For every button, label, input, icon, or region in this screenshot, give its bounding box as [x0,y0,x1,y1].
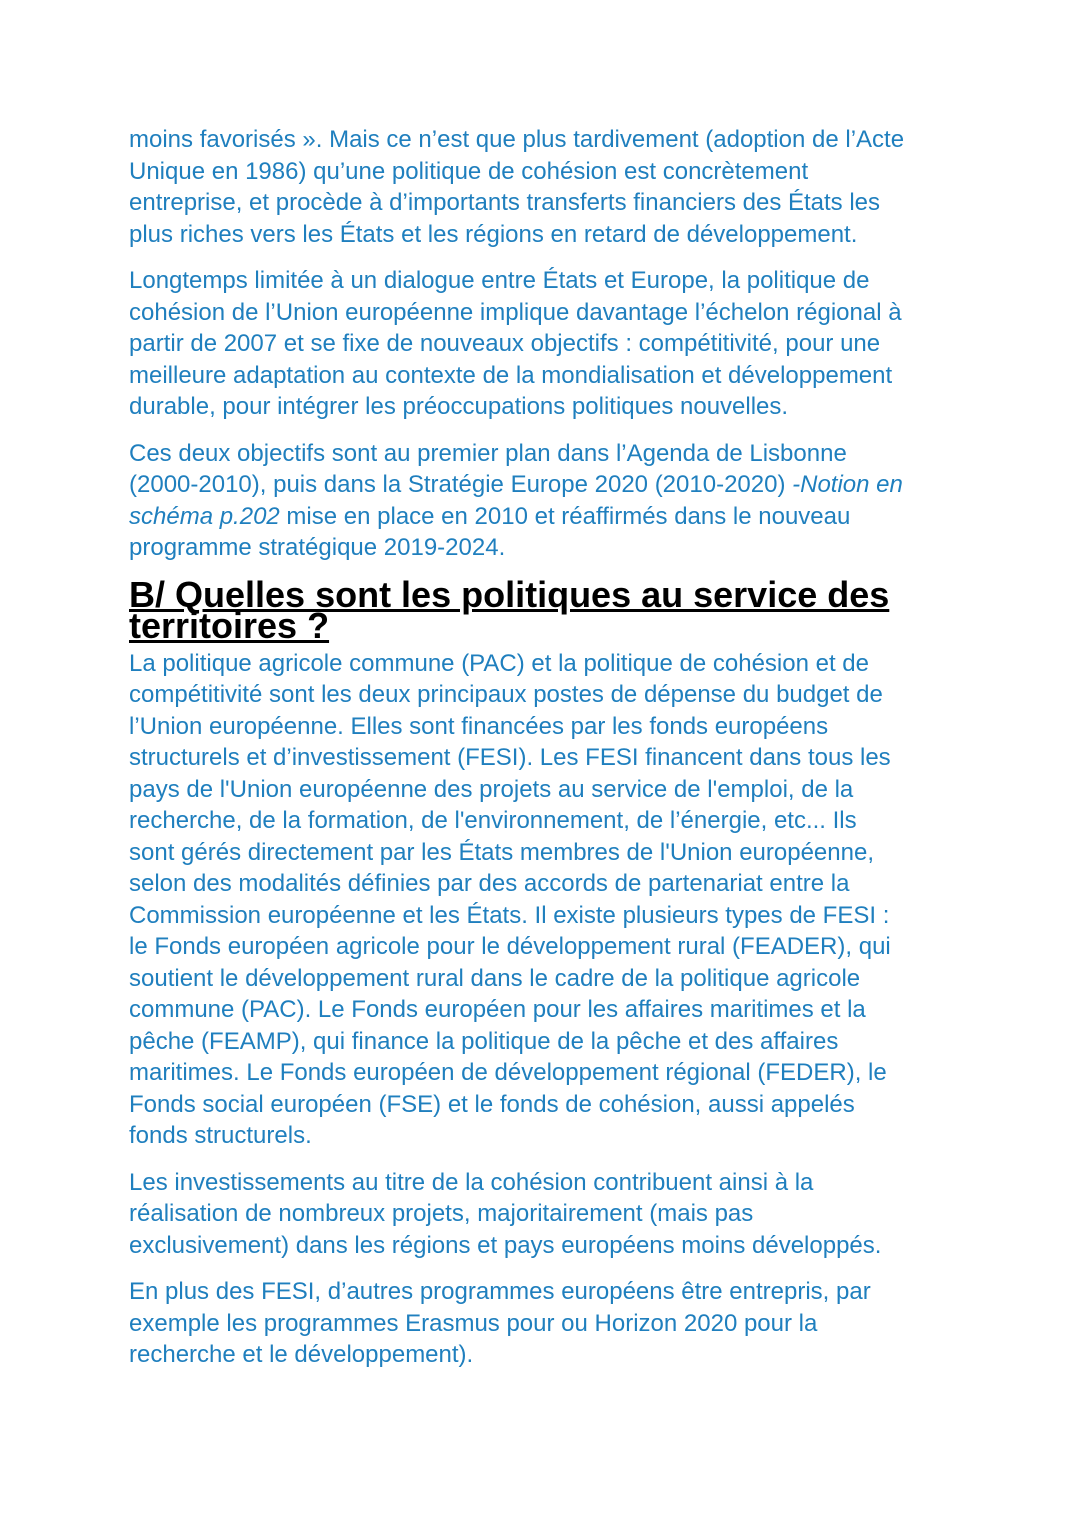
paragraph-cohesion-investments: Les investissements au titre de la cohésion contribuent ainsi à la réalisation de nombreux projets, majoritairement (mais pas exclusivement) dans les régions et pays européens moins développés. [129,1168,882,1259]
paragraph-other-programmes: En plus des FESI, d’autres programmes européens être entrepris, par exemple les programmes Erasmus pour ou Horizon 2020 pour la recherche et le développement). [129,1278,871,1368]
notion-reference: -Notion en schéma p.202 [129,471,903,530]
document-page [129,124,969,1386]
agenda-text-after: mise en place en 2010 et réaffirmés dans le nouveau programme stratégique 2019-2024. [129,502,851,561]
paragraph-agenda-lisbonne [129,438,969,564]
section-heading: B/ Quelles sont les politiques au service des territoires ? [129,573,890,646]
paragraph-regional-objectives: Longtemps limitée à un dialogue entre États et Europe, la politique de cohésion de l’Union européenne implique davantage l’échelon régional à partir de 2007 et se fixe de nouveaux objectifs : compétitivité, pour une meilleure adaptation au contexte de la mondialisation et développement durable, pour intégrer les préoccupations politiques nouvelles. [129,267,902,420]
paragraph-cohesion-history: moins favorisés ». Mais ce n’est que plus tardivement (adoption de l’Acte Unique en 1986) qu’une politique de cohésion est concrètement entreprise, et procède à d’importants transferts financiers des États les plus riches vers les États et les régions en retard de développement. [129,126,905,248]
paragraph-pac-fesi: La politique agricole commune (PAC) et la politique de cohésion et de compétitivité sont les deux principaux postes de dépense du budget de l’Union européenne. Elles sont financées par les fonds européens structurels et d’investissement (FESI). Les FESI financent dans tous les pays de l'Union européenne des projets au service de l'emploi, de la recherche, de la formation, de l'environnement, de l’énergie, etc... Ils sont gérés directement par les États membres de l'Union européenne, selon des modalités définies par des accords de partenariat entre la Commission européenne et les États. Il existe plusieurs types de FESI : le Fonds européen agricole pour le développement rural (FEADER), qui soutient le développement rural dans le cadre de la politique agricole commune (PAC). Le Fonds européen pour les affaires maritimes et la pêche (FEAMP), qui finance la politique de la pêche et des affaires maritimes. Le Fonds européen de développement régional (FEDER), le Fonds social européen (FSE) et le fonds de cohésion, aussi appelés fonds structurels. [129,649,891,1149]
agenda-text-before: Ces deux objectifs sont au premier plan dans l’Agenda de Lisbonne (2000-2010), puis dans la Stratégie Europe 2020 (2010-2020) [129,439,847,498]
